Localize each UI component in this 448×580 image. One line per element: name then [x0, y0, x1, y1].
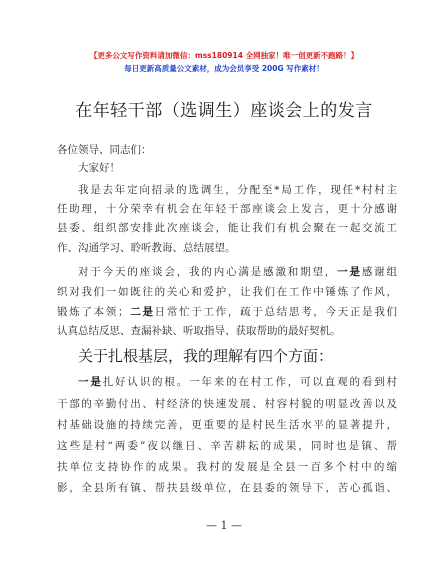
- paragraph-2-line-2: 织对我们一如既往的关心和爱护，让我们在工作中锤炼了作风，: [57, 286, 397, 298]
- p3-point-one-marker: 一是: [78, 376, 103, 388]
- section-subheading: 关于扎根基层，我的理解有四个方面：: [78, 347, 334, 365]
- paragraph-2-line-4: 认真总结反思、查漏补缺、听取指导、获取帮助的最好契机。: [57, 325, 341, 337]
- paragraph-3-line-4: 这些是村“两委”夜以继日、辛苦耕耘的成果，同时也是镇、帮: [57, 440, 397, 452]
- p2-point-one-marker: 一是: [337, 266, 362, 278]
- page-number: — 1 —: [206, 519, 242, 532]
- paragraph-3-line-5: 扶单位支持协作的成果。我村的发展是全县一百多个村中的缩: [57, 461, 397, 473]
- p2-text-b: 感谢组: [361, 266, 398, 278]
- p2-text-a: 对于今天的座谈会，我的内心满是感激和期望，: [78, 266, 338, 278]
- promo-banner-line-1: 【更多公文写作资料请加微信：mss180914 全网独家！唯一创更新不跑路！】: [89, 51, 359, 60]
- paragraph-1-line-3: 县委、组织部安排此次座谈会，能让我们有机会聚在一起交流工: [57, 222, 397, 234]
- document-title: 在年轻干部（选调生）座谈会上的发言: [75, 101, 373, 121]
- p2-text-c: 锻炼了本领；: [57, 306, 129, 318]
- paragraph-2-line-1: [78, 264, 397, 281]
- p2-text-d: 日常忙于工作，疏于总结思考，今天正是我们: [154, 306, 398, 318]
- salutation: 各位领导、同志们：: [57, 144, 152, 156]
- paragraph-3-line-3: 村基础设施的持续完善，更重要的是村民生活水平的显著提升，: [57, 419, 397, 431]
- paragraph-3-line-6: 影，全县所有镇、帮扶县级单位，在县委的领导下，苦心孤诣、: [57, 482, 397, 494]
- greeting: 大家好！: [78, 162, 120, 174]
- paragraph-1-line-4: 作、沟通学习、聆听教诲、总结展望。: [57, 242, 236, 254]
- paragraph-1-line-2: 任助理，十分荣幸有机会在年轻干部座谈会上发言，更十分感谢: [57, 203, 397, 215]
- paragraph-3-line-2: 干部的辛勤付出、村经济的快速发展、村容村貌的明显改善以及: [57, 398, 397, 410]
- paragraph-2-line-3: [57, 304, 397, 321]
- p2-point-two-marker: 二是: [128, 306, 155, 318]
- paragraph-3-line-1: [78, 374, 397, 391]
- promo-banner-line-2: 每日更新高质量公文素材，成为会员享受 200G 写作素材！: [124, 64, 324, 73]
- paragraph-1-line-1: 我是去年定向招录的选调生，分配至*局工作，现任*村村主: [78, 184, 397, 196]
- p3-text-a: 扎好认识的根。一年来的在村工作，可以直观的看到村: [102, 376, 398, 388]
